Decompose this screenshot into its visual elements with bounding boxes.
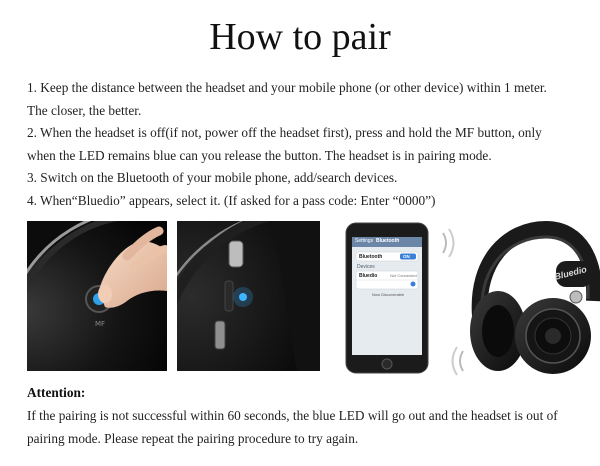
photo-led-blue (177, 221, 320, 371)
step-line: 4. When“Bluedio” appears, select it. (If asked for a pass code: Enter “0000”) (27, 192, 436, 208)
led-light (239, 293, 247, 301)
step-line: The closer, the better. (27, 102, 142, 118)
step-line: 1. Keep the distance between the headset and your mobile phone (or other device) within 1 meter. (27, 80, 547, 95)
device-name[interactable]: Bluedio (359, 273, 378, 279)
discoverable-text: Now Discoverable (372, 292, 405, 297)
step-line: 2. When the headset is off(if not, power off the headset first), press and hold the MF button, only (27, 125, 542, 140)
attention-title: Attention: (27, 385, 86, 400)
attention-line: pairing mode. Please repeat the pairing procedure to try again. (27, 430, 359, 446)
device-status: Not Connected (390, 273, 417, 278)
attention-text (27, 405, 592, 450)
phone-nav-title: Bluetooth (376, 238, 400, 244)
photo-phone-and-headset (328, 221, 600, 381)
step-line: when the LED remains blue can you release the button. The headset is in pairing mode. (27, 147, 492, 163)
headset-image (468, 221, 600, 381)
pairing-steps (27, 77, 587, 212)
brand-logo: Bluedio (553, 264, 588, 282)
bluetooth-toggle[interactable]: ON (403, 254, 410, 259)
attention-line: If the pairing is not successful within 60 seconds, the blue LED will go out and the headset is out of (27, 408, 558, 423)
illustration-row (0, 221, 600, 381)
page-title: How to pair (209, 16, 391, 58)
svg-text:MF: MF (95, 320, 106, 328)
step-line: 3. Switch on the Bluetooth of your mobile phone, add/search devices. (27, 170, 398, 185)
photo-press-mf-button (27, 221, 167, 371)
phone-nav-left: Settings (355, 238, 374, 244)
bluetooth-label: Bluetooth (359, 254, 383, 260)
devices-header: Devices (357, 264, 375, 270)
